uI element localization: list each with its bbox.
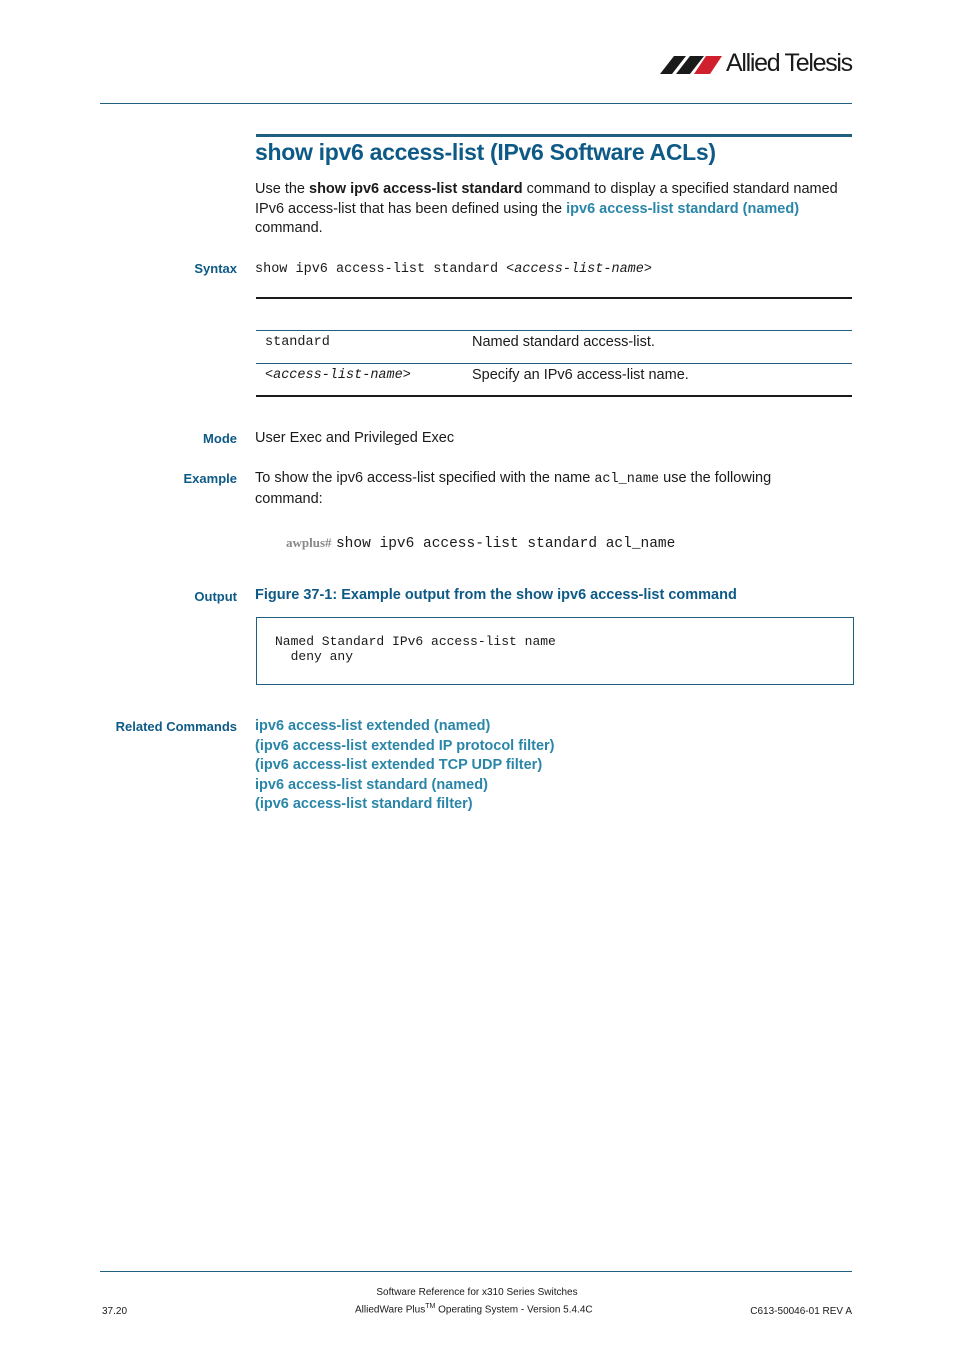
param-name: <access-list-name>	[265, 368, 411, 383]
footer-title: Software Reference for x310 Series Switches	[376, 1287, 578, 1298]
page-title: show ipv6 access-list (IPv6 Software ACLs)	[255, 139, 716, 165]
intro-command: show ipv6 access-list standard	[309, 181, 523, 197]
intro-post: command.	[255, 220, 323, 236]
table-bottom-rule	[256, 395, 852, 397]
page-number: 37.20	[102, 1306, 128, 1317]
logo-mark-icon	[660, 48, 724, 80]
product-version: Operating System - Version 5.4.4C	[435, 1304, 593, 1316]
footer-product	[355, 1303, 593, 1315]
related-link[interactable]: (ipv6 access-list standard filter)	[255, 796, 473, 812]
cli-prompt: awplus#	[286, 535, 332, 550]
related-links	[255, 717, 555, 815]
syntax-command: show ipv6 access-list standard	[255, 262, 507, 277]
allied-telesis-logo	[660, 48, 855, 80]
related-link[interactable]: ipv6 access-list extended (named)	[255, 718, 491, 734]
example-text-pre: To show the ipv6 access-list specified with the name	[255, 470, 595, 486]
mode-text: User Exec and Privileged Exec	[255, 430, 455, 446]
table-row-param	[265, 368, 411, 383]
document-id: C613-50046-01 REV A	[750, 1306, 852, 1317]
example-text	[255, 469, 815, 509]
example-command-line	[286, 534, 675, 552]
trademark: TM	[425, 1303, 436, 1310]
example-label: Example	[183, 471, 237, 486]
example-code: acl_name	[594, 472, 660, 487]
intro-pre: Use the	[255, 181, 309, 197]
footer-rule	[100, 1271, 852, 1272]
related-label: Related Commands	[115, 719, 237, 734]
syntax-param: <access-list-name>	[506, 262, 652, 277]
syntax-label: Syntax	[194, 261, 237, 276]
table-row-desc: Named standard access-list.	[472, 334, 655, 350]
title-rule	[256, 134, 852, 137]
related-link[interactable]: (ipv6 access-list extended TCP UDP filter)	[255, 757, 543, 773]
related-link[interactable]: (ipv6 access-list extended IP protocol filter)	[255, 737, 555, 754]
intro-mid: command to display a specified standard named IPv6 access-list that has been defined using the	[255, 181, 838, 217]
table-header-rule	[256, 330, 852, 331]
syntax-line	[255, 262, 652, 277]
product-name: AlliedWare Plus	[355, 1304, 426, 1316]
brand-name: Allied Telesis	[726, 49, 852, 77]
table-row-divider	[256, 363, 852, 364]
related-link[interactable]: ipv6 access-list standard (named)	[255, 776, 488, 793]
figure-caption: Figure 37-1: Example output from the show ipv6 access-list command	[255, 587, 737, 603]
header-rule	[100, 103, 852, 104]
table-top-rule	[256, 297, 852, 299]
table-row-param: standard	[265, 335, 330, 350]
output-text: Named Standard IPv6 access-list name deny any	[275, 634, 556, 664]
table-row-desc: Specify an IPv6 access-list name.	[472, 367, 689, 383]
intro-paragraph	[255, 180, 855, 239]
output-box	[256, 617, 854, 685]
output-label: Output	[194, 589, 237, 604]
example-text-post: use the following command:	[255, 470, 772, 507]
cli-command: show ipv6 access-list standard acl_name	[335, 536, 676, 552]
mode-label: Mode	[203, 431, 237, 446]
intro-link[interactable]: ipv6 access-list standard (named)	[566, 200, 800, 217]
